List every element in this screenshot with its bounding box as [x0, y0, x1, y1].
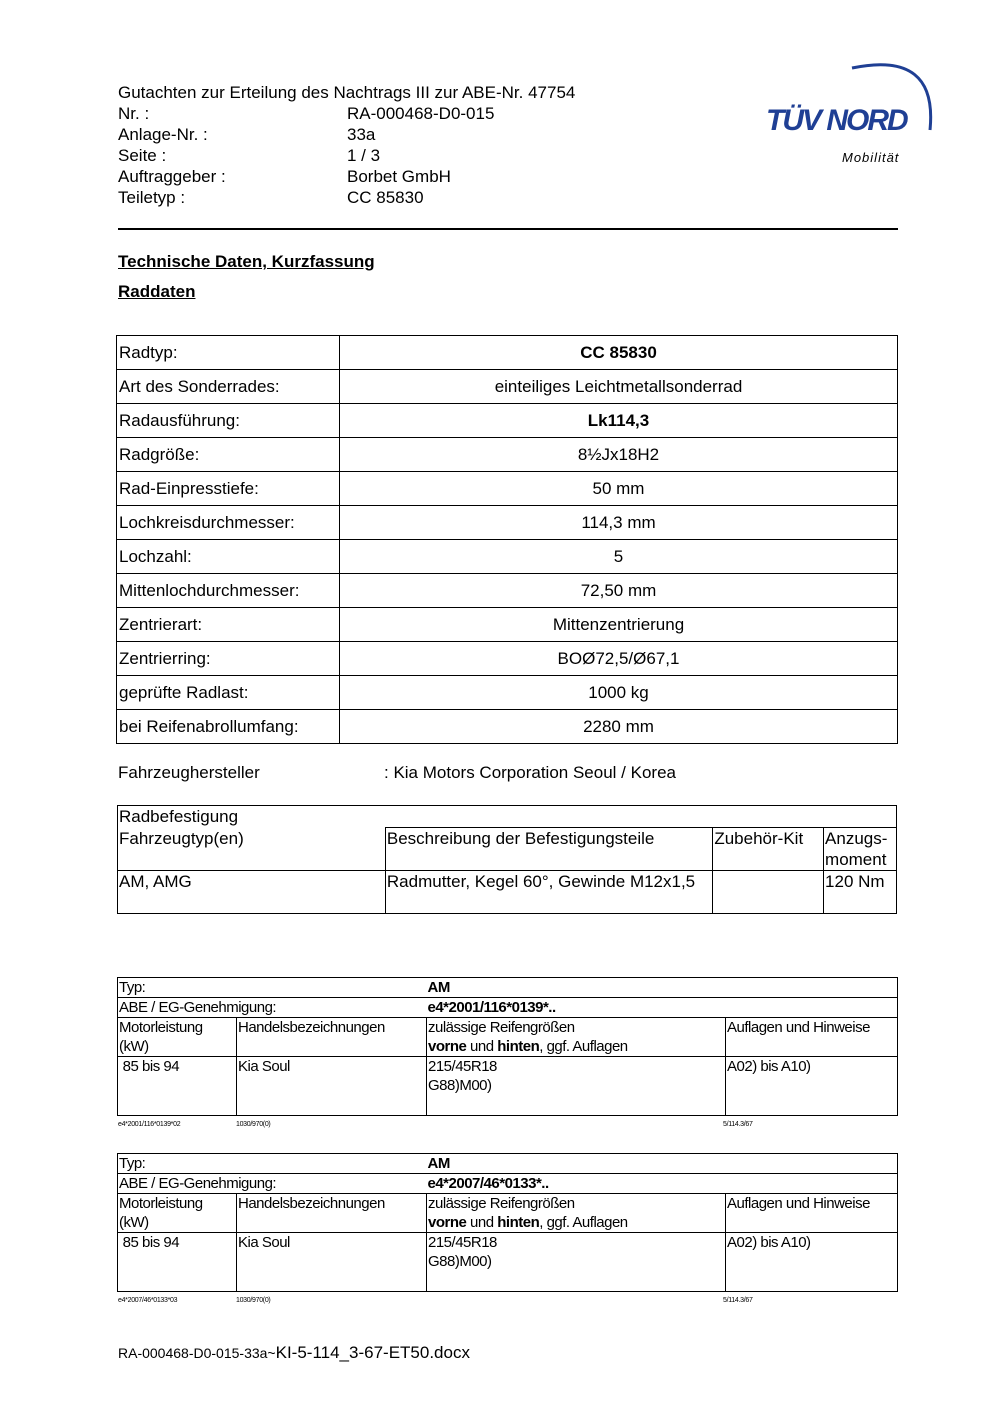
col-header-power: Motorleistung (kW) [118, 1018, 237, 1057]
wheel-value: 1000 kg [340, 676, 898, 710]
footnote-approval: e4*2007/46*0133*03 [118, 1297, 178, 1304]
header-value-anlage: 33a [347, 125, 376, 144]
table-row [118, 1174, 898, 1194]
wheel-value: 5 [340, 540, 898, 574]
wheel-data-table [116, 335, 898, 744]
abe-label: ABE / EG-Genehmigung: [118, 998, 427, 1018]
footer-small: RA-000468-D0-015-33a~ [118, 1345, 276, 1361]
wheel-key: Radtyp: [117, 336, 340, 370]
mounting-header: Anzugs-moment [824, 828, 897, 871]
wheel-key: Mittenlochdurchmesser: [117, 574, 340, 608]
col-header-notes: Auflagen und Hinweise [726, 1194, 898, 1233]
power-cell: 85 bis 94 [118, 1057, 237, 1116]
wheel-key: Radausführung: [117, 404, 340, 438]
tyre-cell [427, 1057, 726, 1116]
table-row [117, 404, 898, 438]
logo-brand: TÜV NORD [766, 104, 907, 137]
table-row [118, 1233, 898, 1292]
wheel-key: Lochkreisdurchmesser: [117, 506, 340, 540]
tyre-notes: G88)M00) [428, 1077, 492, 1094]
wheel-key: Lochzahl: [117, 540, 340, 574]
col-header-tyres-sub: vorne und hinten, ggf. Auflagen [428, 1038, 628, 1055]
section-title-technical: Technische Daten, Kurzfassung [118, 252, 375, 271]
abe-label: ABE / EG-Genehmigung: [118, 1174, 427, 1194]
wheel-value: einteiliges Leichtmetallsonderrad [340, 370, 898, 404]
table-row [117, 676, 898, 710]
footnote-pattern: 5/114.3/67 [723, 1297, 753, 1304]
type-label: Typ: [118, 978, 427, 998]
table-row [117, 642, 898, 676]
table-row [118, 978, 898, 998]
wheel-key: geprüfte Radlast: [117, 676, 340, 710]
col-header-names: Handelsbezeichnungen [237, 1194, 427, 1233]
wheel-value: 8½Jx18H2 [340, 438, 898, 472]
col-header-power: Motorleistung (kW) [118, 1194, 237, 1233]
col-header-tyres-title: zulässige Reifengrößen [428, 1195, 575, 1212]
wheel-value: BOØ72,5/Ø67,1 [340, 642, 898, 676]
table-row [118, 1154, 898, 1174]
col-header-names: Handelsbezeichnungen [237, 1018, 427, 1057]
wheel-key: Rad-Einpresstiefe: [117, 472, 340, 506]
wheel-value: 2280 mm [340, 710, 898, 744]
table-row [118, 828, 897, 871]
table-row [118, 1194, 898, 1233]
header-label-anlage: Anlage-Nr. : [118, 125, 208, 144]
mounting-header: Zubehör-Kit [713, 828, 824, 871]
footnote-load: 1030/970(0) [236, 1297, 271, 1304]
table-row [117, 472, 898, 506]
table-row [117, 710, 898, 744]
table-row [117, 608, 898, 642]
col-header-tyres [427, 1194, 726, 1233]
footnote-approval: e4*2001/116*0139*02 [118, 1121, 181, 1128]
footnote-pattern: 5/114.3/67 [723, 1121, 753, 1128]
type-value: AM [427, 1154, 898, 1174]
tyre-size: 215/45R18 [428, 1058, 497, 1075]
mounting-cell: 120 Nm [824, 871, 897, 914]
wheel-value: 114,3 mm [340, 506, 898, 540]
type-value: AM [427, 978, 898, 998]
abe-value: e4*2007/46*0133*.. [427, 1174, 898, 1194]
mounting-header: Fahrzeugtyp(en) [118, 828, 386, 871]
document-title: Gutachten zur Erteilung des Nachtrags III zur ABE-Nr. 47754 [118, 83, 576, 102]
wheel-value: Lk114,3 [340, 404, 898, 438]
header-value-auftraggeber: Borbet GmbH [347, 167, 451, 186]
mounting-cell [713, 871, 824, 914]
type-label: Typ: [118, 1154, 427, 1174]
wheel-key: Radgröße: [117, 438, 340, 472]
wheel-value: 72,50 mm [340, 574, 898, 608]
mounting-table [117, 805, 897, 914]
wheel-key: Zentrierart: [117, 608, 340, 642]
manufacturer-value: : Kia Motors Corporation Seoul / Korea [384, 763, 676, 782]
name-cell: Kia Soul [237, 1057, 427, 1116]
wheel-value: 50 mm [340, 472, 898, 506]
power-cell: 85 bis 94 [118, 1233, 237, 1292]
table-row [117, 438, 898, 472]
header-value-nr: RA-000468-D0-015 [347, 104, 495, 123]
header-divider [118, 228, 898, 230]
tyre-notes: G88)M00) [428, 1253, 492, 1270]
wheel-value: CC 85830 [340, 336, 898, 370]
tuv-nord-logo [760, 58, 940, 168]
mounting-cell: Radmutter, Kegel 60°, Gewinde M12x1,5 [385, 871, 712, 914]
mounting-cell: AM, AMG [118, 871, 386, 914]
table-row [118, 998, 898, 1018]
manufacturer-label: Fahrzeughersteller [118, 763, 260, 782]
mounting-header: Beschreibung der Befestigungsteile [385, 828, 712, 871]
footnote-load: 1030/970(0) [236, 1121, 271, 1128]
col-header-tyres-sub: vorne und hinten, ggf. Auflagen [428, 1214, 628, 1231]
section-title-wheel: Raddaten [118, 282, 196, 301]
table-row [117, 540, 898, 574]
tyre-size: 215/45R18 [428, 1234, 497, 1251]
table-row [118, 1018, 898, 1057]
table-row [117, 336, 898, 370]
vehicle-table-2 [117, 1153, 898, 1292]
wheel-value: Mittenzentrierung [340, 608, 898, 642]
header-label-auftraggeber: Auftraggeber : [118, 167, 226, 186]
name-cell: Kia Soul [237, 1233, 427, 1292]
col-header-notes: Auflagen und Hinweise [726, 1018, 898, 1057]
logo-tagline: Mobilität [842, 150, 900, 165]
table-row [118, 1057, 898, 1116]
header-label-teiletyp: Teiletyp : [118, 188, 186, 207]
header-label-seite: Seite : [118, 146, 167, 165]
table-row [118, 871, 897, 914]
col-header-tyres [427, 1018, 726, 1057]
wheel-key: Zentrierring: [117, 642, 340, 676]
table-row [117, 506, 898, 540]
header-value-teiletyp: CC 85830 [347, 188, 424, 207]
notes-cell: A02) bis A10) [726, 1057, 898, 1116]
vehicle-table-1 [117, 977, 898, 1116]
abe-value: e4*2001/116*0139*.. [427, 998, 898, 1018]
notes-cell: A02) bis A10) [726, 1233, 898, 1292]
wheel-key: Art des Sonderrades: [117, 370, 340, 404]
wheel-key: bei Reifenabrollumfang: [117, 710, 340, 744]
mounting-title: Radbefestigung [118, 806, 897, 828]
footer-filename: KI-5-114_3-67-ET50.docx [275, 1343, 470, 1362]
table-row [117, 370, 898, 404]
col-header-tyres-title: zulässige Reifengrößen [428, 1019, 575, 1036]
header-value-seite: 1 / 3 [347, 146, 381, 165]
table-row [118, 806, 897, 828]
tyre-cell [427, 1233, 726, 1292]
header-label-nr: Nr. : [118, 104, 150, 123]
document-footer [118, 1343, 470, 1363]
table-row [117, 574, 898, 608]
